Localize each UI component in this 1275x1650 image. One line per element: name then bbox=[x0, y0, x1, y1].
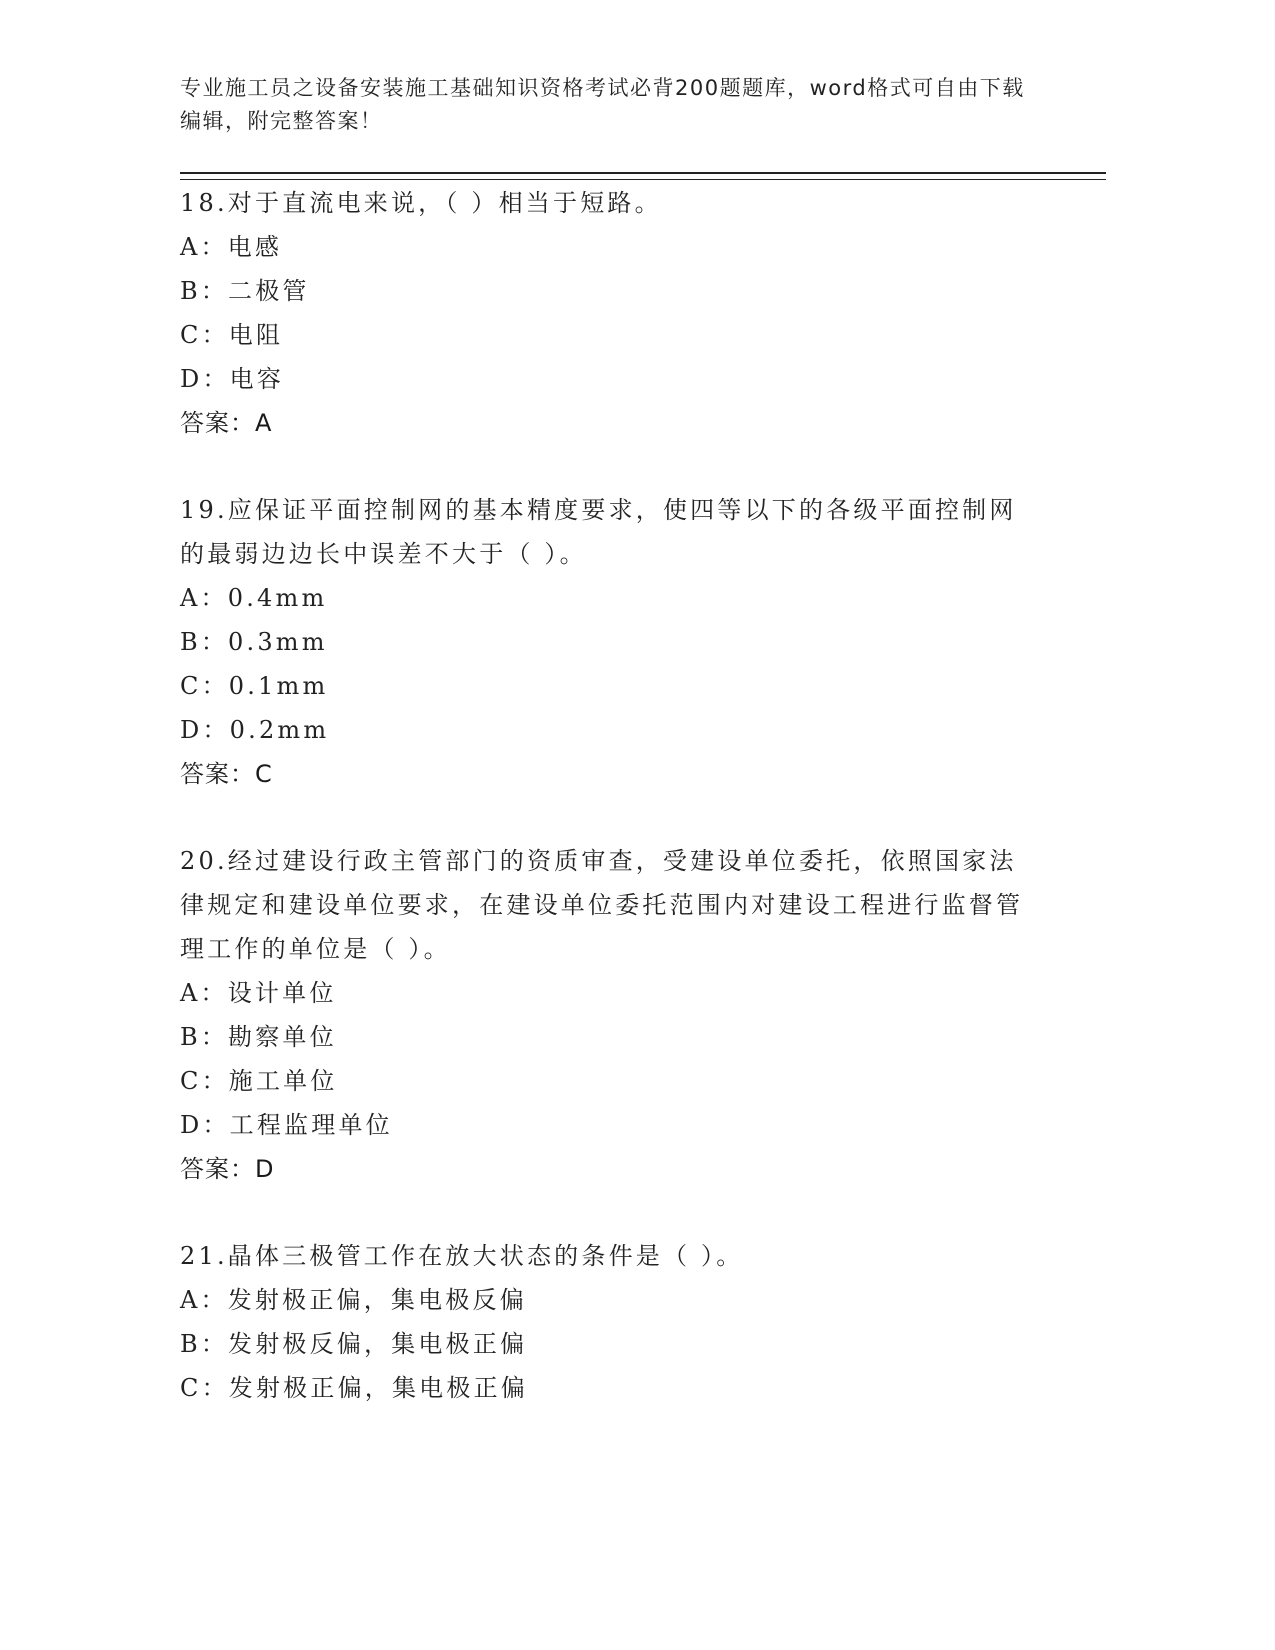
option-b: B：发射极反偏，集电极正偏 bbox=[180, 1330, 528, 1358]
question-text: 18.对于直流电来说，（ ）相当于短路。 bbox=[180, 189, 662, 217]
option-b: B：二极管 bbox=[180, 277, 310, 305]
answer-line: 答案：D bbox=[180, 1155, 275, 1183]
option-a: A：发射极正偏，集电极反偏 bbox=[180, 1286, 527, 1314]
option-d: D：0.2mm bbox=[180, 716, 330, 744]
option-a: A：0.4mm bbox=[180, 584, 328, 612]
question-text: 20.经过建设行政主管部门的资质审查，受建设单位委托，依照国家法律规定和建设单位要求，在建设单位委托范围内对建设工程进行监督管理工作的单位是（ ）。 bbox=[180, 847, 1024, 963]
question-21 bbox=[180, 1234, 1040, 1410]
option-a: A：设计单位 bbox=[180, 979, 337, 1007]
question-20 bbox=[180, 839, 1040, 1191]
option-c: C：0.1mm bbox=[180, 672, 329, 700]
question-spacer bbox=[180, 796, 1040, 839]
document-header: 专业施工员之设备安装施工基础知识资格考试必背200题题库，word格式可自由下载编辑，附完整答案！ bbox=[180, 76, 1025, 133]
header-divider bbox=[180, 172, 1106, 180]
question-spacer bbox=[180, 1191, 1040, 1234]
answer-line: 答案：A bbox=[180, 409, 273, 437]
option-a: A：电感 bbox=[180, 233, 283, 261]
question-19 bbox=[180, 488, 1040, 796]
question-list bbox=[180, 181, 1040, 1410]
question-text: 21.晶体三极管工作在放大状态的条件是（ ）。 bbox=[180, 1242, 744, 1270]
option-d: D：工程监理单位 bbox=[180, 1111, 393, 1139]
option-b: B：0.3mm bbox=[180, 628, 328, 656]
question-spacer bbox=[180, 445, 1040, 488]
option-c: C：电阻 bbox=[180, 321, 284, 349]
answer-line: 答案：C bbox=[180, 760, 273, 788]
option-d: D：电容 bbox=[180, 365, 285, 393]
question-text: 19.应保证平面控制网的基本精度要求，使四等以下的各级平面控制网的最弱边边长中误差不大于（ ）。 bbox=[180, 496, 1017, 568]
option-c: C：施工单位 bbox=[180, 1067, 338, 1095]
option-b: B：勘察单位 bbox=[180, 1023, 337, 1051]
option-c: C：发射极正偏，集电极正偏 bbox=[180, 1374, 528, 1402]
question-18 bbox=[180, 181, 1040, 445]
